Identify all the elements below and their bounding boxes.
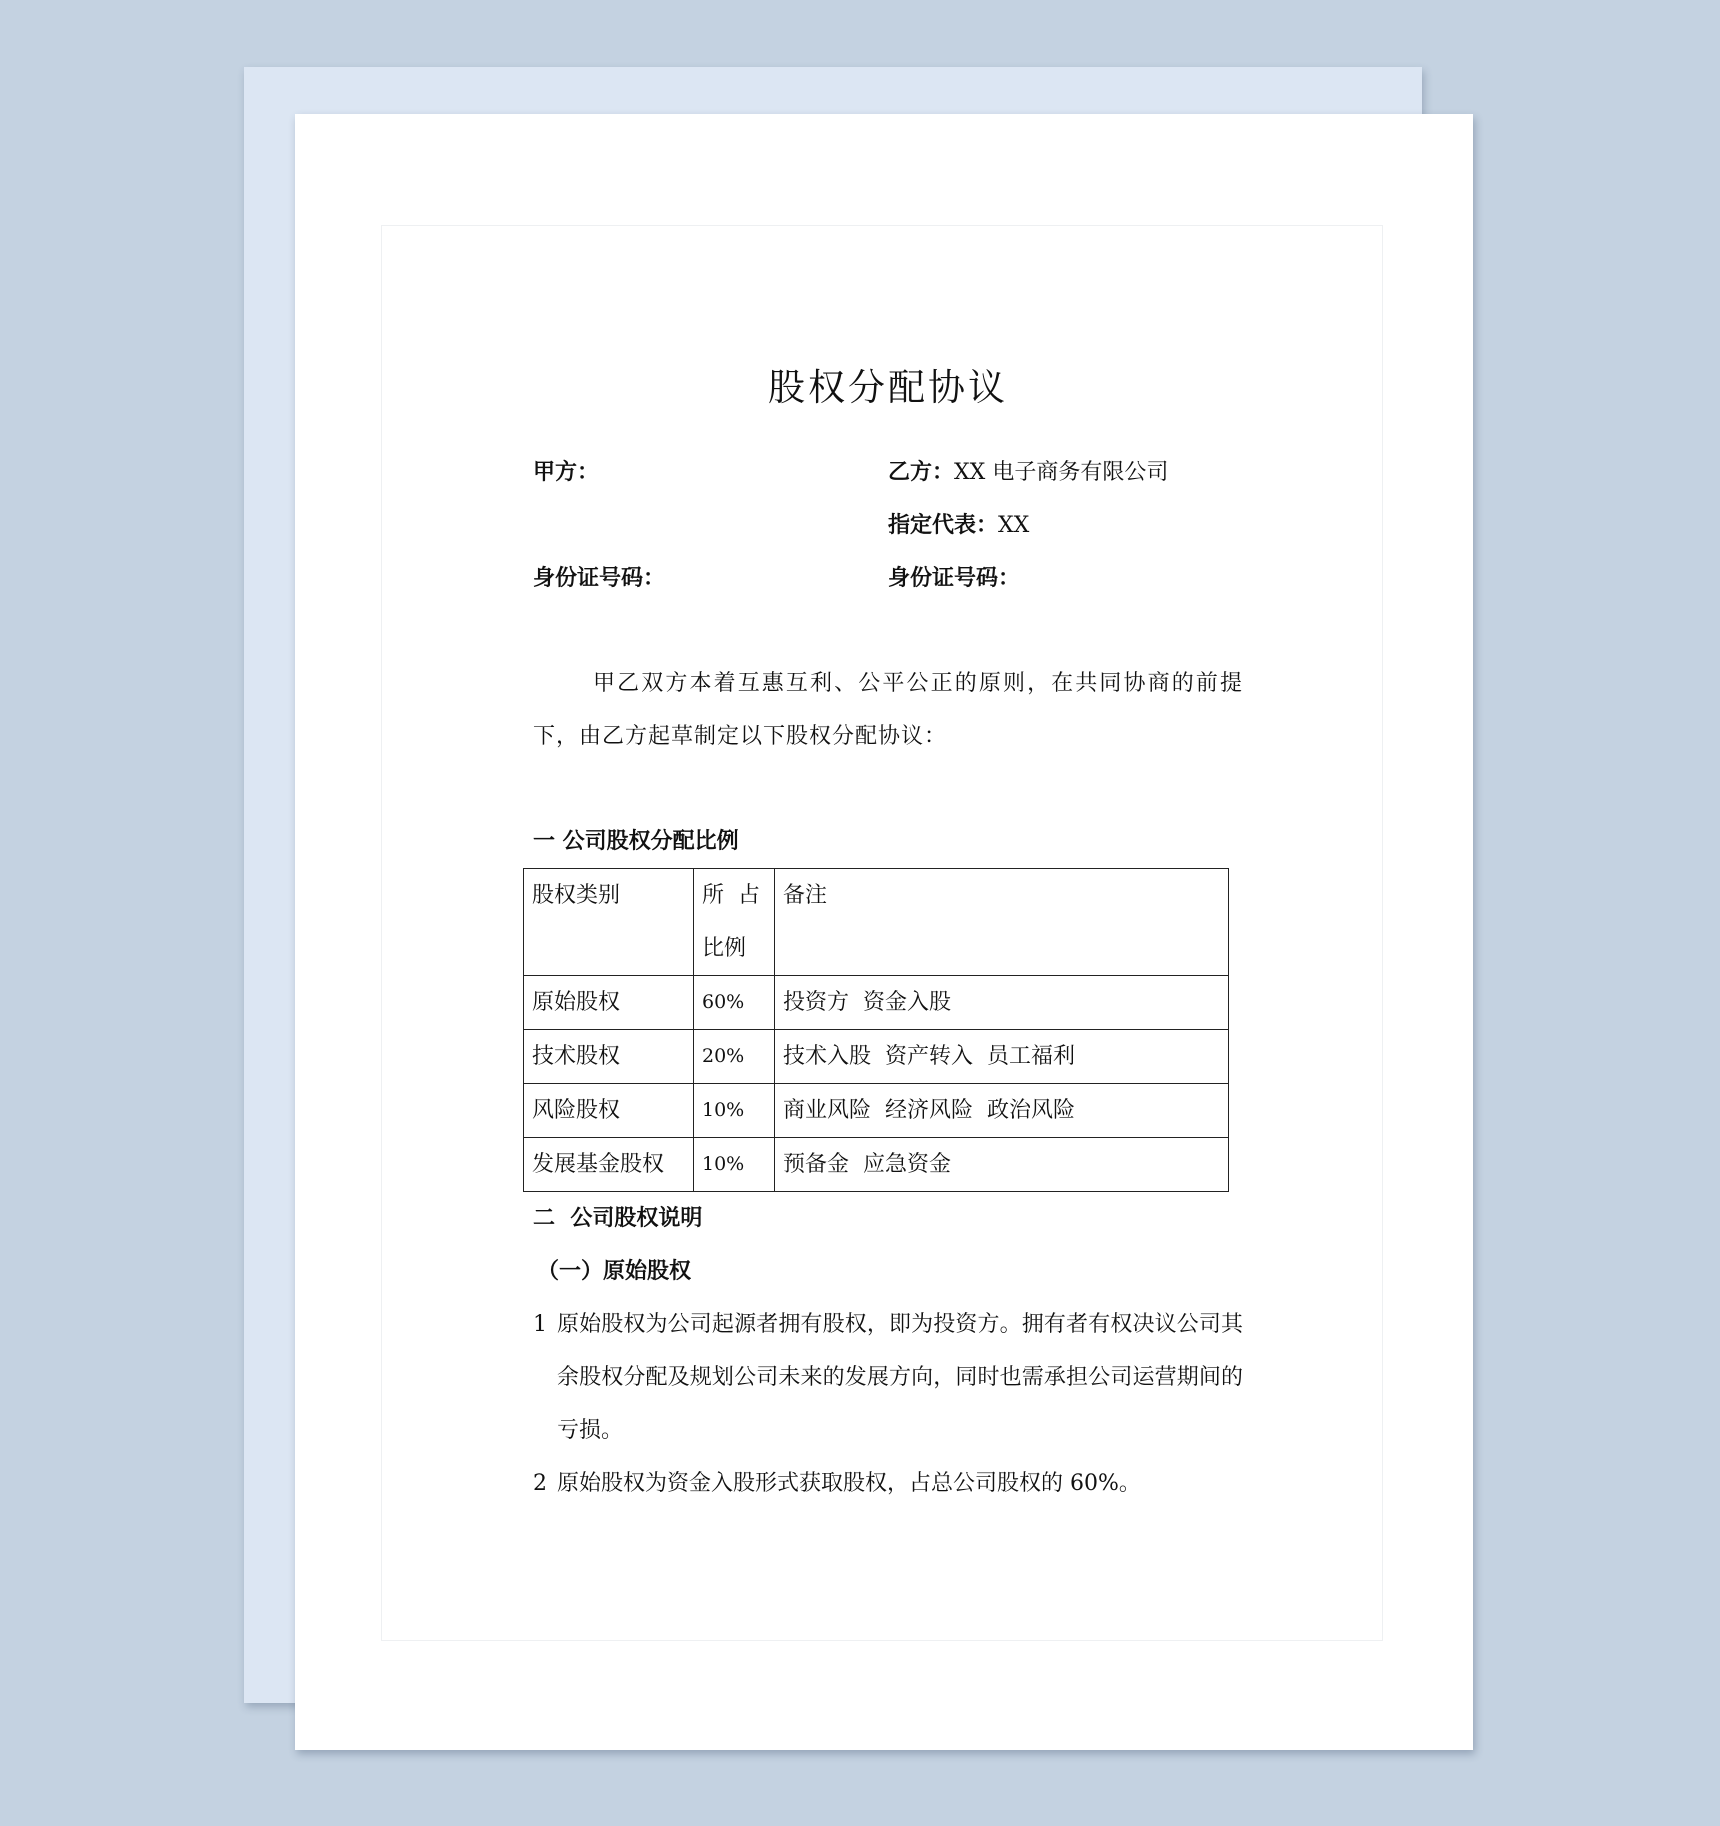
table-row xyxy=(524,976,1229,1030)
table-row xyxy=(524,1138,1229,1192)
party-row-ids xyxy=(533,552,1243,605)
clause-item xyxy=(533,1298,1243,1457)
document-content xyxy=(533,364,1243,1510)
header-note: 备注 xyxy=(775,869,1229,976)
party-b-name: XX 电子商务有限公司 xyxy=(954,460,1169,485)
cell-note: 预备金 应急资金 xyxy=(775,1138,1229,1192)
representative xyxy=(888,499,1243,552)
cell-note: 商业风险 经济风险 政治风险 xyxy=(775,1084,1229,1138)
party-a-id-label: 身份证号码： xyxy=(533,565,666,591)
subsection-heading: （一）原始股权 xyxy=(537,1258,692,1284)
cell-category: 原始股权 xyxy=(524,976,694,1030)
section-two-heading: 二 公司股权说明 xyxy=(533,1205,703,1231)
representative-value: XX xyxy=(998,513,1030,538)
cell-note: 投资方 资金入股 xyxy=(775,976,1229,1030)
table-row xyxy=(524,1084,1229,1138)
table-header-row xyxy=(524,869,1229,976)
clause-number: 1 xyxy=(533,1312,547,1337)
party-a-spacer xyxy=(533,499,888,552)
clause-item xyxy=(533,1457,1243,1510)
header-category: 股权类别 xyxy=(524,869,694,976)
document-page xyxy=(295,114,1473,1750)
header-ratio-line2: 比例 xyxy=(702,936,747,961)
cell-category: 风险股权 xyxy=(524,1084,694,1138)
header-ratio xyxy=(694,869,775,976)
intro-paragraph: 甲乙双方本着互惠互利、公平公正的原则，在共同协商的前提下，由乙方起草制定以下股权分配协议： xyxy=(533,671,1243,749)
party-b xyxy=(888,446,1243,499)
section-one-heading: 一 公司股权分配比例 xyxy=(533,828,739,854)
party-b-label: 乙方： xyxy=(888,459,955,485)
cell-ratio: 20% xyxy=(694,1030,775,1084)
party-row-names xyxy=(533,446,1243,499)
header-ratio-line1: 所 占 xyxy=(702,883,760,908)
party-a-label: 甲方： xyxy=(533,459,600,485)
cell-ratio: 60% xyxy=(694,976,775,1030)
equity-table xyxy=(523,868,1229,1192)
party-b-id-label: 身份证号码： xyxy=(888,565,1021,591)
table-row xyxy=(524,1030,1229,1084)
document-title: 股权分配协议 xyxy=(768,366,1008,409)
clause-text: 原始股权为资金入股形式获取股权，占总公司股权的 60%。 xyxy=(557,1471,1141,1496)
cell-note: 技术入股 资产转入 员工福利 xyxy=(775,1030,1229,1084)
clause-text: 原始股权为公司起源者拥有股权，即为投资方。拥有者有权决议公司其余股权分配及规划公司未来的发展方向，同时也需承担公司运营期间的亏损。 xyxy=(557,1312,1243,1443)
representative-label: 指定代表： xyxy=(888,512,999,538)
cell-ratio: 10% xyxy=(694,1084,775,1138)
cell-category: 发展基金股权 xyxy=(524,1138,694,1192)
cell-ratio: 10% xyxy=(694,1138,775,1192)
clause-number: 2 xyxy=(533,1471,547,1496)
party-row-representative xyxy=(533,499,1243,552)
cell-category: 技术股权 xyxy=(524,1030,694,1084)
